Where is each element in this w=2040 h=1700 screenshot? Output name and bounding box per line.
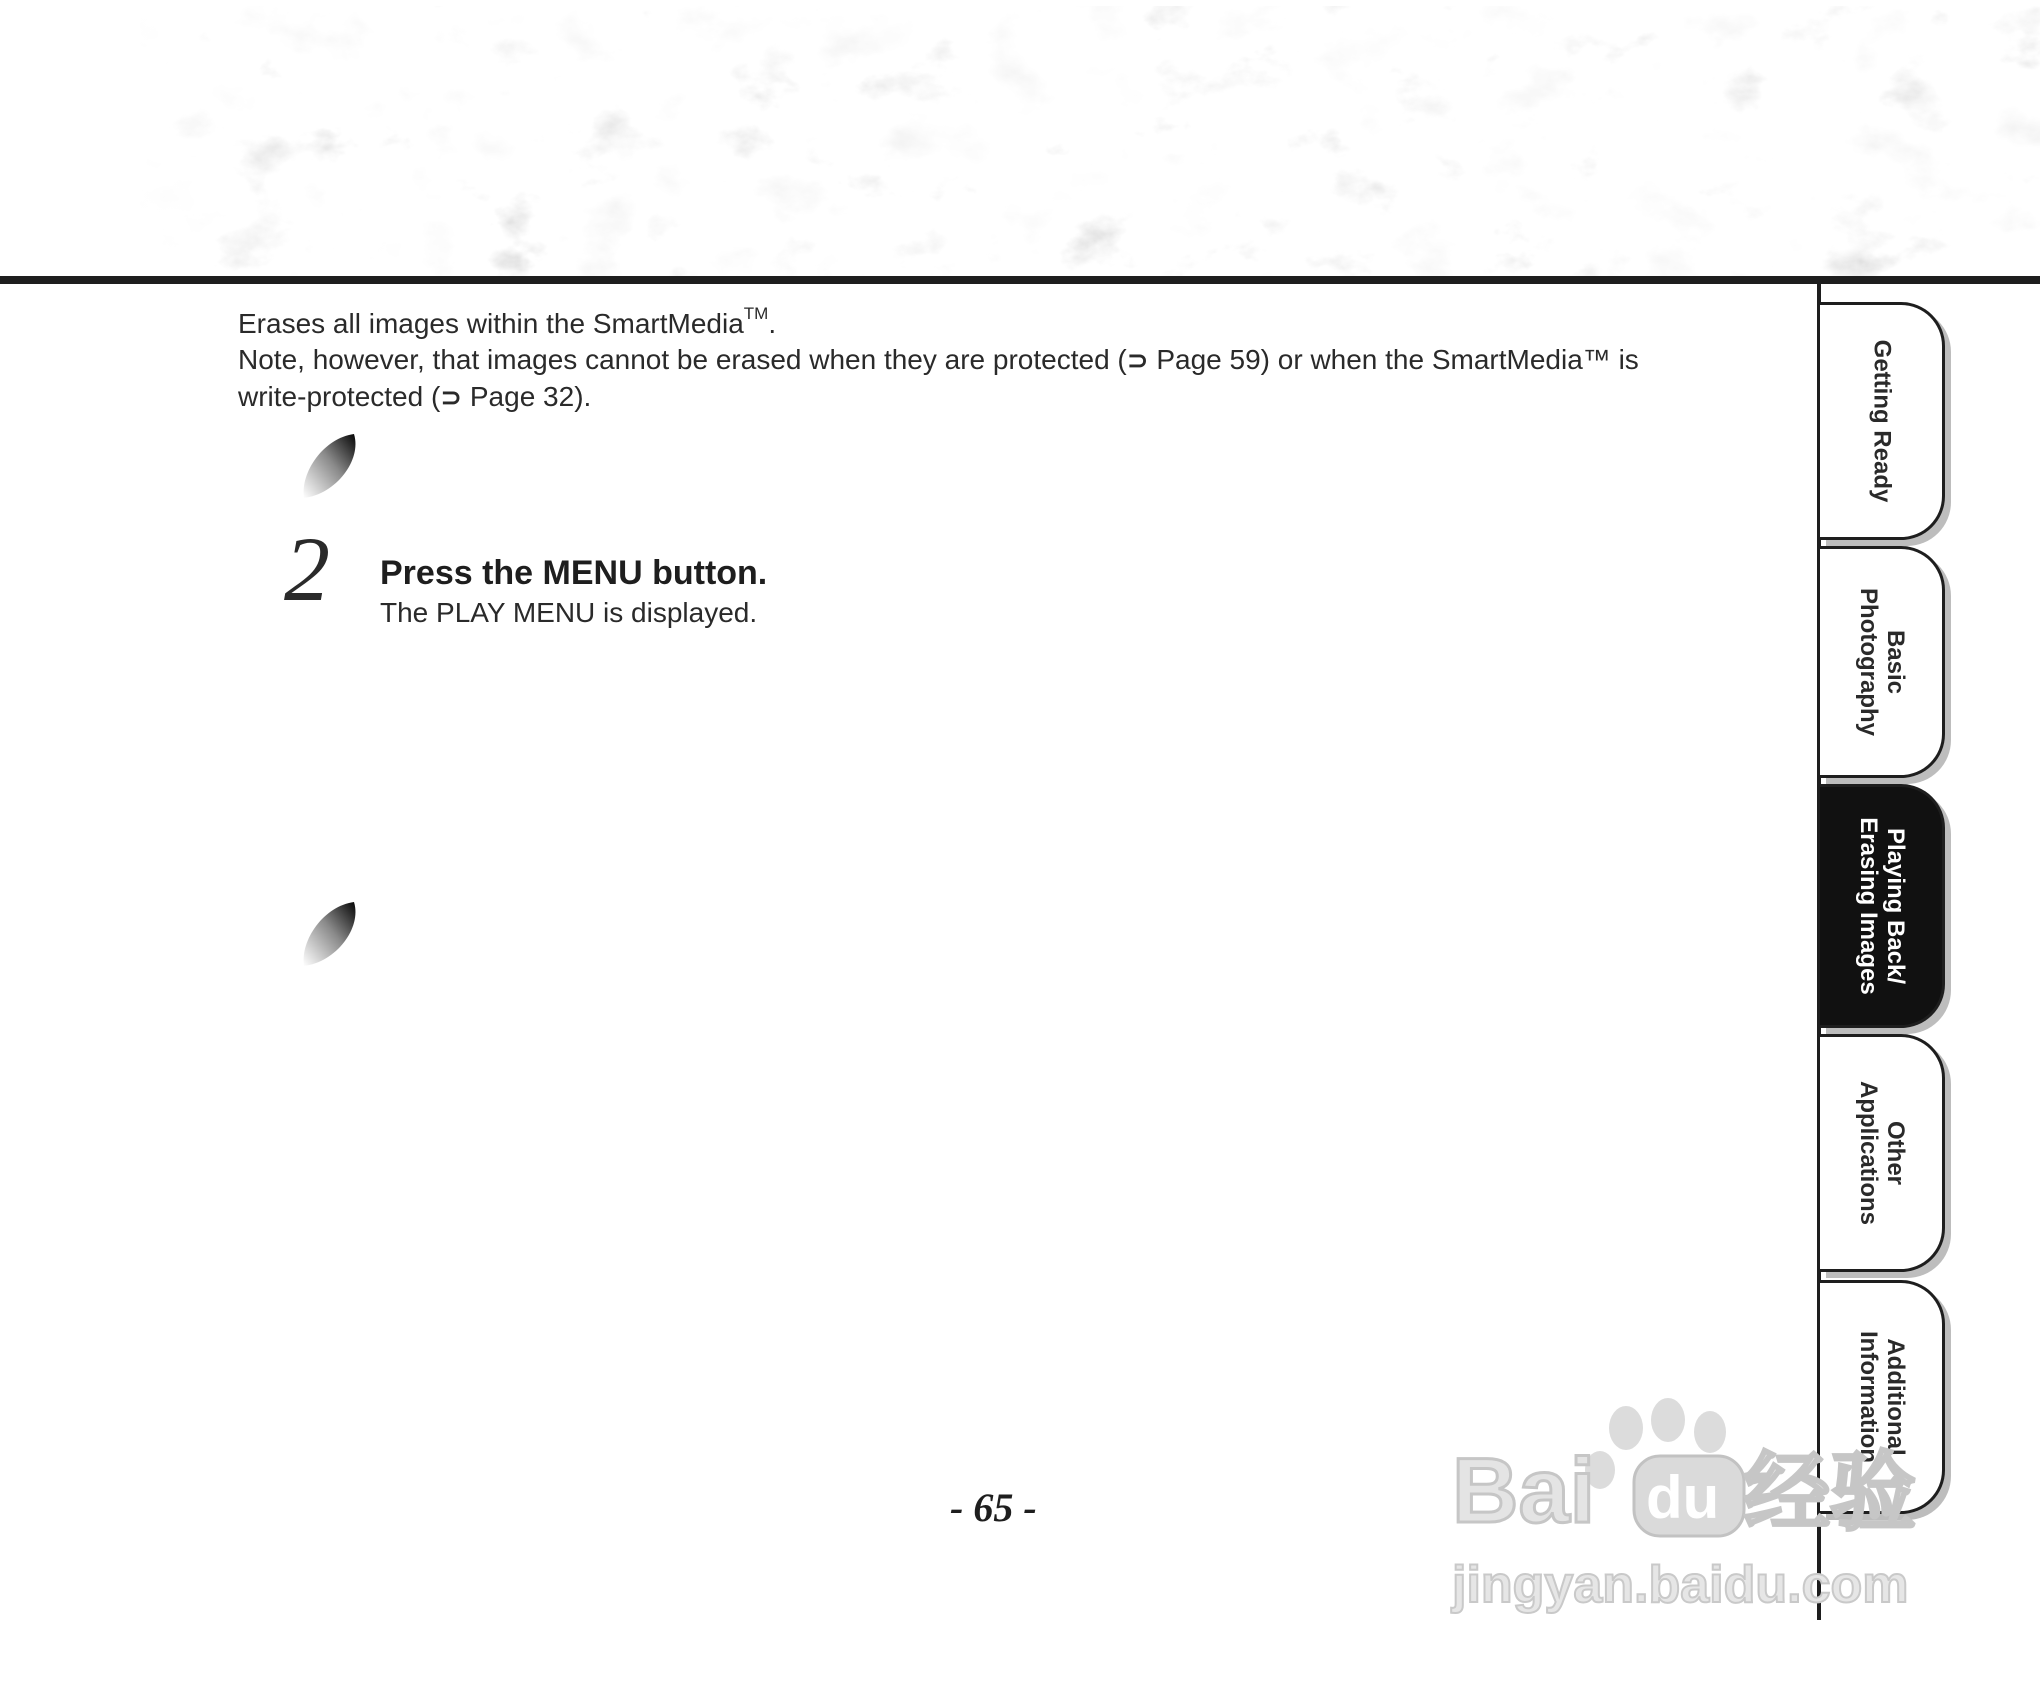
trademark-mark: TM (743, 303, 769, 323)
tab-label-line: Basic (1882, 629, 1909, 695)
tab-label-line: Additional (1882, 1338, 1909, 1456)
page-number: - 65 - (950, 1485, 1037, 1530)
intro-period: . (768, 308, 777, 339)
tab-label (1855, 1081, 1909, 1225)
tab-label-line: Other (1882, 1120, 1909, 1186)
watermark-url: jingyan.baidu.com (1452, 1556, 1909, 1614)
intro-line-2 (238, 342, 1768, 379)
tab-label-line: Applications (1855, 1080, 1882, 1226)
watermark-cjk: 经验 (1744, 1445, 1916, 1541)
watermark-du-badge (1634, 1456, 1744, 1536)
tab-basic-photography[interactable] (1820, 546, 1945, 778)
page-59-reference: Page 59) or when the SmartMedia™ is (1148, 344, 1639, 375)
tab-label-line: Photography (1855, 588, 1882, 736)
tab-label (1855, 588, 1909, 736)
tab-label (1869, 340, 1896, 503)
page-reference-arrow-icon: ⊃ (1126, 346, 1149, 376)
intro-write-protected-text: write-protected ( (238, 381, 441, 412)
step-marker-icon (296, 896, 366, 976)
tab-label-line: Playing Back/ (1882, 827, 1909, 985)
svg-text:du: du (1646, 1464, 1720, 1531)
intro-line-3 (238, 379, 1768, 416)
step-number: 2 (284, 518, 330, 620)
marble-texture-banner (140, 6, 2040, 276)
intro-note-text: Note, however, that images cannot be erased when they are protected ( (238, 344, 1127, 375)
tab-label-line: Information (1855, 1331, 1882, 1463)
step-description: The PLAY MENU is displayed. (380, 597, 758, 628)
intro-paragraph (238, 303, 1768, 416)
tab-label-line: Getting Ready (1868, 339, 1896, 503)
page-32-reference: Page 32). (462, 381, 592, 412)
page-reference-arrow-icon: ⊃ (440, 383, 463, 413)
tab-other-applications[interactable] (1820, 1034, 1945, 1272)
tab-label (1855, 817, 1909, 994)
tab-label-line: Erasing Images (1855, 817, 1882, 995)
intro-line-1 (238, 303, 1768, 342)
intro-text: Erases all images within the SmartMedia (238, 308, 744, 339)
tab-playing-back-erasing-images[interactable] (1820, 784, 1945, 1028)
baidu-watermark (1448, 1392, 1920, 1624)
header-divider (0, 276, 2040, 284)
step-title: Press the MENU button. (380, 554, 768, 592)
tab-getting-ready[interactable] (1820, 302, 1945, 540)
step-marker-icon (296, 428, 366, 508)
watermark-brand: Bai (1452, 1440, 1596, 1542)
